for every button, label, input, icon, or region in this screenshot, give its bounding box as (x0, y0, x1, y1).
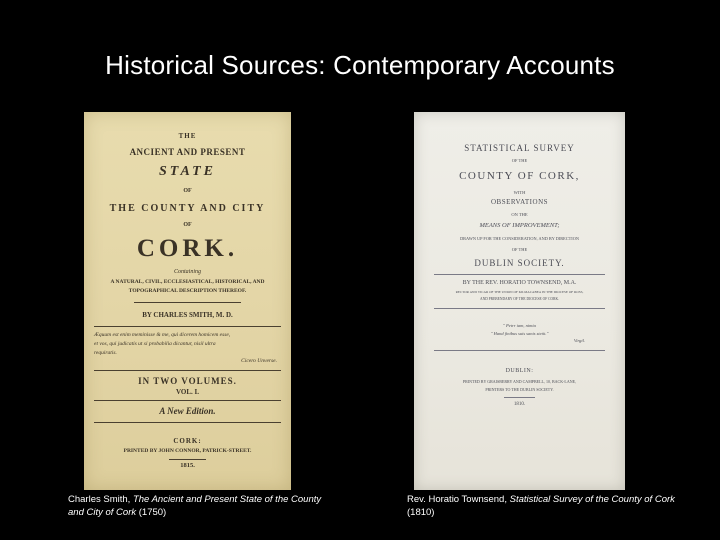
page-text-title: STATISTICAL SURVEY (464, 143, 575, 153)
page-text-observations: OBSERVATIONS (490, 198, 549, 206)
page-text-author-2: RECTOR AND VICAR OF THE UNION OF KILMACABEA IN THE DIOCESE OF ROSS, (455, 290, 584, 294)
page-text-state: STATE (158, 164, 217, 179)
page-text-on-the: ON THE (511, 212, 528, 217)
title-page-statistical-survey (414, 112, 625, 490)
caption-left (68, 493, 338, 519)
caption-left-year: (1750) (136, 507, 167, 518)
page-text-author: BY THE REV. HORATIO TOWNSEND, M.A. (462, 280, 577, 286)
page-text-printer-2: PRINTERS TO THE DUBLIN SOCIETY. (485, 387, 554, 392)
caption-right (407, 493, 677, 519)
page-rule (169, 459, 206, 460)
page-text-description-2: TOPOGRAPHICAL DESCRIPTION THEREOF. (128, 288, 247, 294)
page-text-quote-2: " Hand finibus suis sanis stetit." (490, 331, 549, 336)
page-text-means: MEANS OF IMPROVEMENT; (479, 222, 560, 229)
page-text-printer-1: PRINTED BY GRAISBERRY AND CAMPBELL, 10, BACK-LANE, (462, 379, 577, 384)
page-text-of-the-2: OF THE (511, 247, 528, 252)
caption-left-author: Charles Smith, (68, 494, 133, 505)
page-rule (434, 274, 605, 275)
caption-left-title: The Ancient and Present State of the County and City of Cork (68, 494, 322, 518)
page-text-cork: CORK. (136, 235, 239, 262)
slide-title: Historical Sources: Contemporary Accounts (105, 50, 615, 80)
page-text-quote-2: et vos, qui judicatis ut si probabilia dicantur, nisil ultra (94, 341, 216, 347)
page-text-county-and-city: THE COUNTY AND CITY (109, 203, 266, 214)
caption-right-author: Rev. Horatio Townsend, (407, 494, 510, 505)
page-text-volume: VOL. I. (175, 388, 199, 396)
page-text-of-the: OF THE (511, 158, 528, 163)
page-text-author-3: AND PREBENDARY OF THE DIOCESE OF CORK. (480, 297, 559, 301)
page-text-the: THE (178, 132, 197, 140)
page-text-drawn: DRAWN UP FOR THE CONSIDERATION, AND BY DIRECTION (460, 236, 579, 241)
page-rule (134, 302, 241, 303)
page-text-quote-3: requiratis. (94, 350, 117, 356)
page-text-of: OF (183, 188, 192, 194)
page-text-ancient-and-present: ANCIENT AND PRESENT (129, 147, 246, 157)
page-text-place: CORK: (173, 437, 202, 445)
page-text-author: BY CHARLES SMITH, M. D. (142, 311, 233, 319)
page-text-quote-1: " Petrr iam, nimia (503, 323, 536, 328)
caption-right-year: (1810) (407, 507, 435, 518)
page-text-edition: A New Edition. (159, 406, 216, 416)
page-text-quote-attribution: Cicero Unverse. (241, 358, 277, 364)
page-text-quote-attribution: Virgil. (573, 338, 585, 343)
page-rule (94, 370, 281, 371)
caption-right-title: Statistical Survey of the County of Cork (509, 494, 675, 505)
page-text-year: 1815. (180, 462, 195, 469)
title-page-ancient-and-present-state (84, 112, 291, 490)
page-rule (504, 397, 535, 398)
page-rule (94, 400, 281, 401)
page-rule (94, 326, 281, 327)
page-text-of-2: OF (183, 222, 192, 228)
page-text-place: DUBLIN: (505, 368, 534, 374)
page-rule (94, 422, 281, 423)
page-text-quote-1: Æquum est enim meminisse & me, qui dicerem homicem esse, (94, 332, 231, 338)
page-text-volumes: IN TWO VOLUMES. (138, 376, 237, 386)
page-text-county: COUNTY OF CORK, (459, 170, 580, 182)
page-text-containing: Containing (173, 269, 201, 275)
page-rule (434, 308, 605, 309)
page-text-with: WITH (513, 190, 526, 195)
page-text-year: 1810. (513, 402, 526, 407)
page-rule (434, 350, 605, 351)
page-text-society: DUBLIN SOCIETY. (474, 258, 565, 268)
page-text-description-1: A NATURAL, CIVIL, ECCLESIASTICAL, HISTORICAL, AND (110, 279, 265, 285)
page-text-printer: PRINTED BY JOHN CONNOR, PATRICK-STREET. (123, 448, 252, 454)
